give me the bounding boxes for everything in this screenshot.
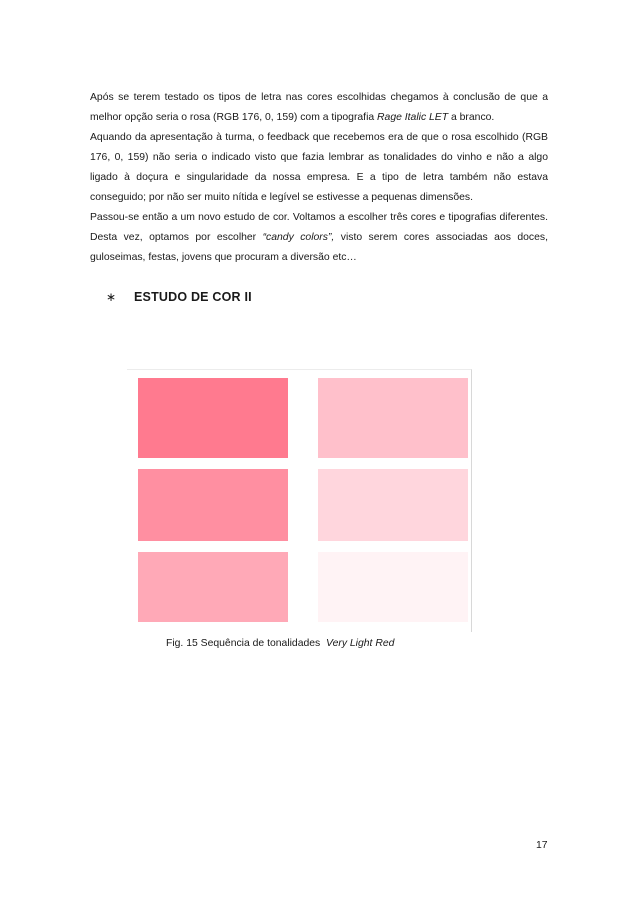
- swatch-right-bottom: [318, 552, 468, 622]
- swatch-left-top: [138, 378, 288, 458]
- paragraph-text: Aquando da apresentação à turma, o feedback que recebemos era de que o rosa escolhido (RGB 176, 0, 159) não seria o indicado visto que fazia lembrar as tonalidades do vinho e não a algo ligado à doçura e singularidade da nossa empresa. E a tipo de letra também não estava conseguido; por não ser muito nítida e legível se estivesse a pequenas dimensões.: [90, 132, 548, 203]
- paragraph-new-study: [90, 208, 548, 268]
- paragraph-text: a branco.: [448, 112, 495, 123]
- paragraph-feedback: [90, 128, 548, 208]
- paragraph-text: Após se terem testado os tipos de letra nas cores escolhidas chegamos à conclusão de que a melhor opção seria o rosa (RGB 176, 0, 159) com a tipografia: [90, 92, 548, 123]
- asterisk-bullet-icon: ∗: [106, 290, 117, 304]
- caption-prefix: Fig. 15 Sequência de tonalidades: [166, 638, 321, 649]
- color-swatch-figure: [127, 369, 472, 632]
- figure-caption: [166, 638, 394, 649]
- caption-color-name: Very Light Red: [326, 638, 395, 649]
- swatch-right-top: [318, 378, 468, 458]
- font-name: Rage Italic LET: [377, 112, 449, 123]
- swatch-left-mid: [138, 469, 288, 541]
- section-heading: [106, 290, 252, 304]
- paragraph-color-choice: [90, 88, 548, 128]
- page-number: 17: [536, 840, 548, 851]
- candy-colors-quote: “candy colors”,: [262, 232, 335, 243]
- paragraph-text: Passou-se então a um novo estudo de cor. Voltamos a escolher três cores e tipografias diferentes. Desta vez, optamos por escolher: [90, 212, 548, 243]
- swatch-left-bottom: [138, 552, 288, 622]
- section-title: ESTUDO DE COR II: [134, 290, 252, 304]
- swatch-right-mid: [318, 469, 468, 541]
- paragraph-text: visto serem cores associadas aos doces, guloseimas, festas, jovens que procuram a diversão etc…: [90, 232, 548, 263]
